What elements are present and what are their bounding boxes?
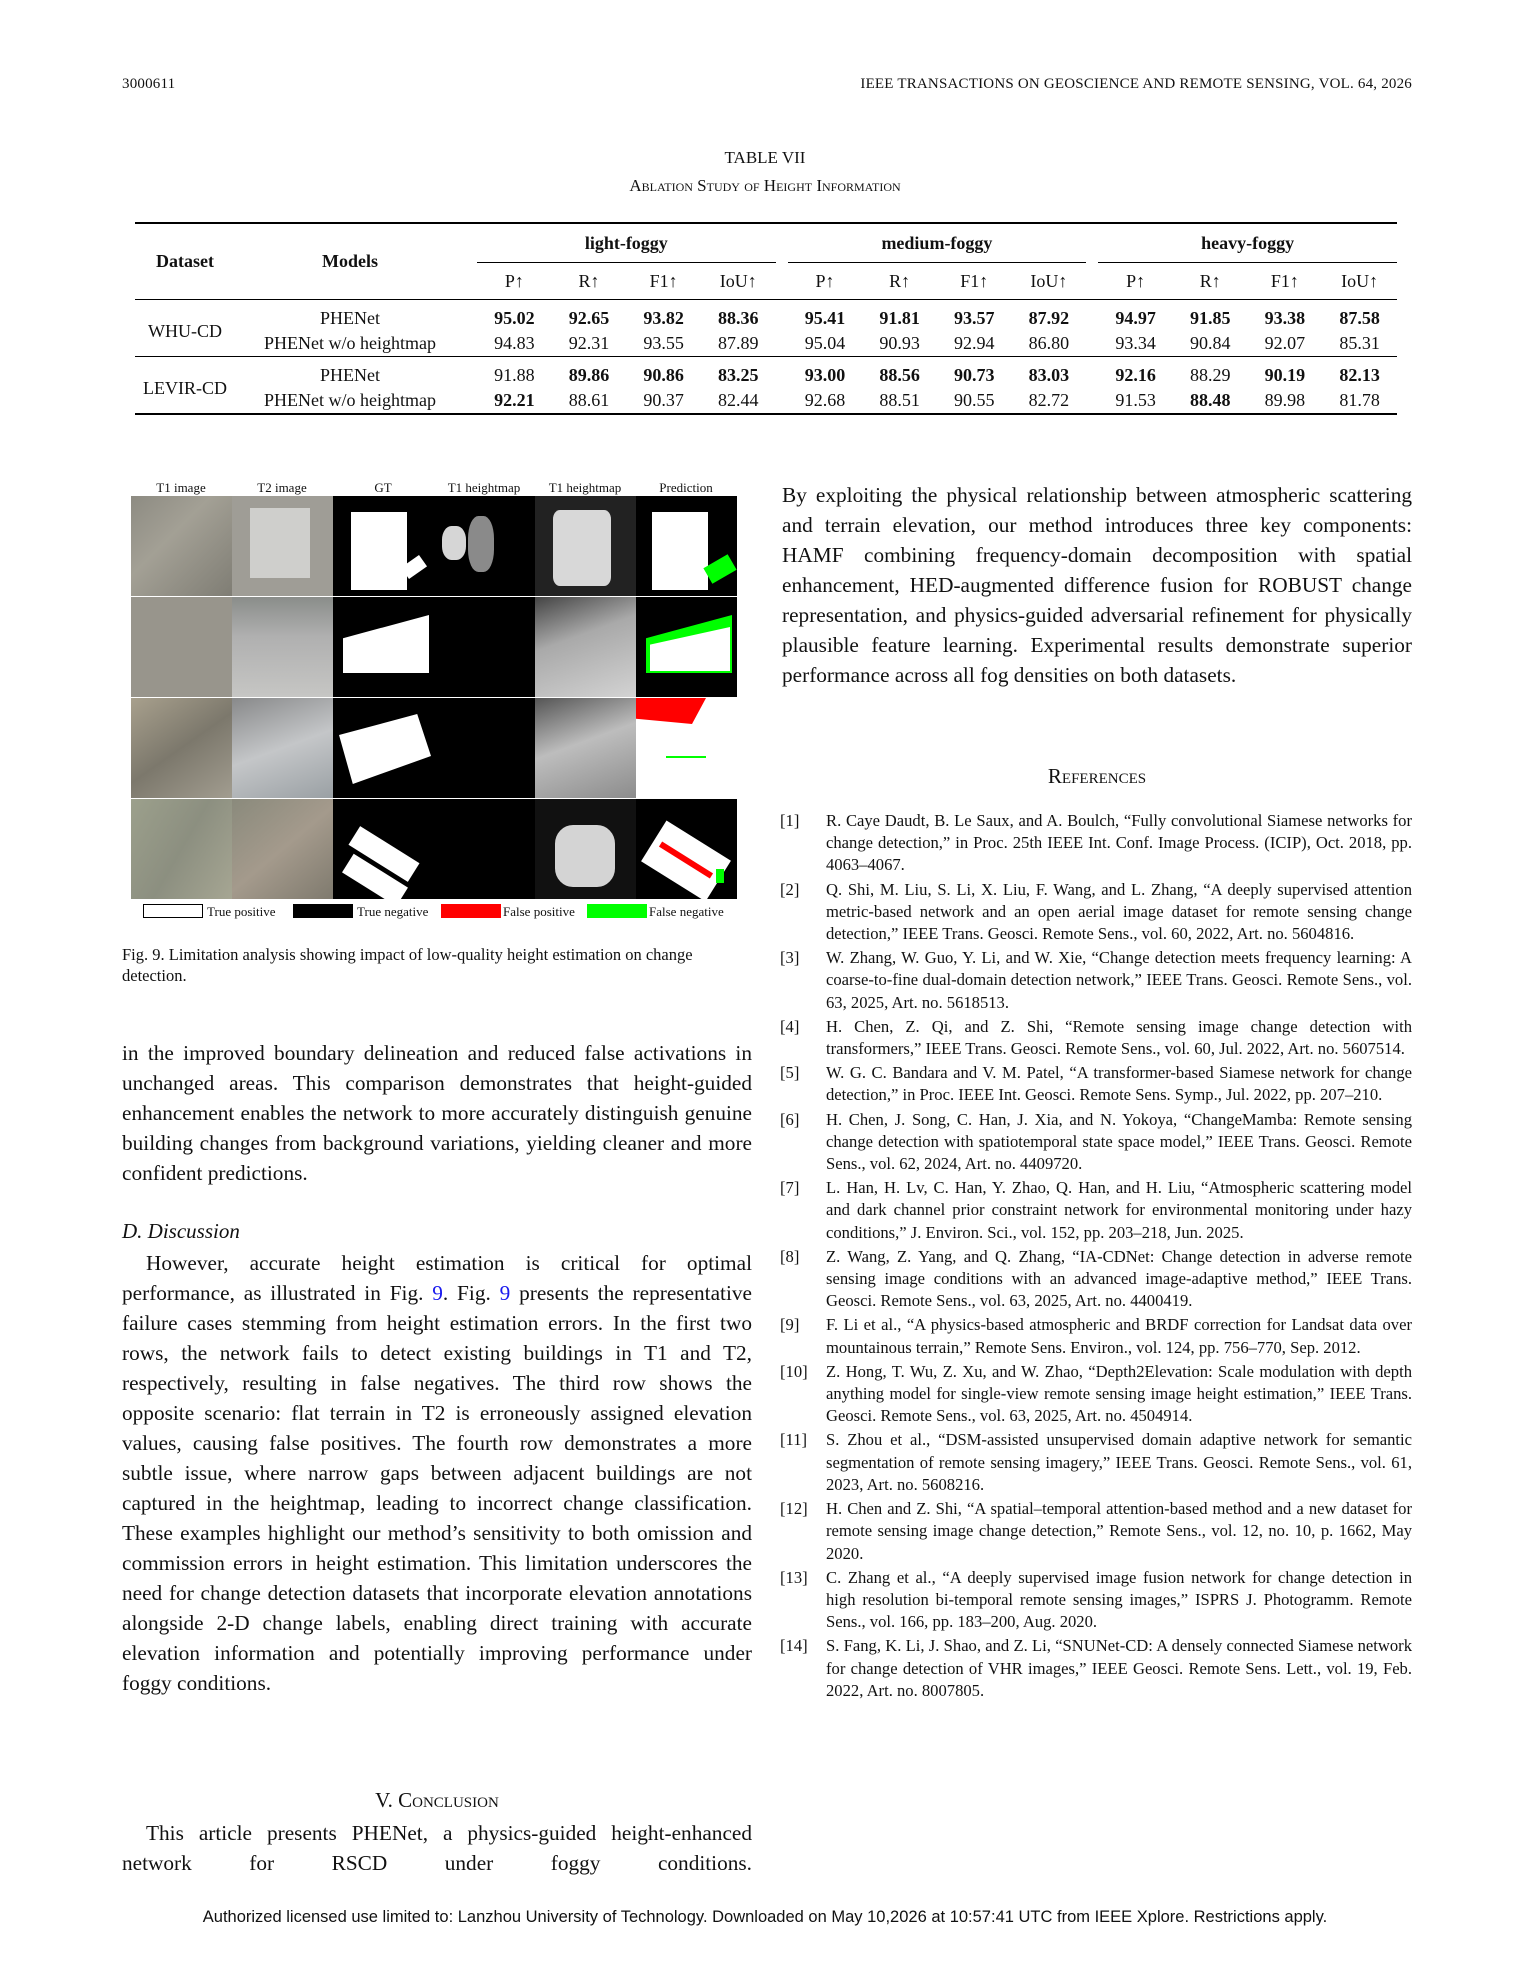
reference-number: [2] <box>780 879 800 899</box>
metric-value-cell: 85.31 <box>1339 333 1380 353</box>
metric-value-cell: 82.72 <box>1012 388 1087 414</box>
dataset-cell: WHU-CD <box>135 300 235 357</box>
figure-column-label: Prediction <box>659 480 713 495</box>
discussion-body <box>122 1248 752 1698</box>
reference-entry <box>780 810 1412 877</box>
metric-value-cell: 93.34 <box>1115 333 1156 353</box>
metric-value-cell: 88.56 <box>862 357 937 389</box>
heightmap-tile <box>535 597 636 697</box>
metric-value-cell: 92.68 <box>788 388 863 414</box>
gt-tile <box>333 597 434 697</box>
heightmap-tile <box>535 496 636 596</box>
reference-number: [6] <box>780 1109 800 1129</box>
reference-text: S. Fang, K. Li, J. Shao, and Z. Li, “SNUNet-CD: A densely connected Siamese network for change detection of VHR images,” IEEE Geosci. Remote Sens. Lett., vol. 19, Feb. 2022, Art. no. 8007805. <box>826 1636 1412 1700</box>
dataset-cell: LEVIR-CD <box>135 357 235 415</box>
ablation-table <box>135 222 1397 415</box>
t1-image-tile <box>131 799 232 899</box>
legend-swatch-false-positive <box>441 904 501 918</box>
metric-value-cell: 91.85 <box>1173 300 1248 332</box>
figure-9 <box>131 480 747 920</box>
metric-value-cell: 82.44 <box>701 388 776 414</box>
t1-image-tile <box>131 496 232 596</box>
reference-number: [8] <box>780 1246 800 1266</box>
right-column <box>782 480 1412 690</box>
metric-value-cell: 89.86 <box>552 357 627 389</box>
reference-text: C. Zhang et al., “A deeply supervised image fusion network for change detection in high resolution bi-temporal remote sensing images,” ISPRS J. Photogramm. Remote Sens., vol. 166, pp. 183–200, Aug. 2020. <box>826 1567 1412 1632</box>
body-paragraph: This article presents PHENet, a physics-guided height-enhanced network for RSCD under foggy conditions. <box>122 1821 752 1875</box>
body-text: . Fig. <box>442 1281 500 1305</box>
reference-entry <box>780 1429 1412 1496</box>
reference-entry <box>780 1109 1412 1176</box>
metric-header: IoU↑ <box>719 270 757 291</box>
reference-text: H. Chen, Z. Qi, and Z. Shi, “Remote sensing image change detection with transformers,” IEEE Trans. Geosci. Remote Sens., vol. 60, Jul. 2022, Art. no. 5607514. <box>826 1016 1412 1059</box>
metric-header: F1↑ <box>1270 270 1299 291</box>
table-title: Ablation Study of Height Information <box>629 176 901 195</box>
metric-value-cell: 95.02 <box>477 300 552 332</box>
reference-number: [14] <box>780 1636 808 1656</box>
metric-value-cell: 87.58 <box>1322 300 1397 332</box>
t2-image-tile <box>232 799 333 899</box>
legend-label: False positive <box>503 904 575 919</box>
metric-value-cell: 88.61 <box>552 388 627 414</box>
metric-value-cell: 93.55 <box>643 333 684 353</box>
reference-text: H. Chen and Z. Shi, “A spatial–temporal attention-based method and a new dataset for remote sensing image change detection,” Remote Sens., vol. 12, no. 10, p. 1662, May 2020. <box>826 1499 1412 1563</box>
reference-number: [12] <box>780 1499 808 1519</box>
gt-tile <box>333 799 434 899</box>
reference-entry <box>780 1567 1412 1634</box>
heightmap-tile <box>434 799 535 899</box>
gt-tile <box>333 496 434 596</box>
reference-text: W. G. C. Bandara and V. M. Patel, “A transformer-based Siamese network for change detection,” in Proc. IEEE Int. Geosci. Remote Sens. Symp., Jul. 2022, pp. 207–210. <box>826 1063 1412 1105</box>
reference-entry <box>780 1016 1412 1060</box>
reference-entry <box>780 947 1412 1014</box>
reference-number: [13] <box>780 1567 808 1587</box>
heightmap-tile <box>535 698 636 798</box>
reference-text: R. Caye Daudt, B. Le Saux, and A. Boulch, “Fully convolutional Siamese networks for change detection,” in Proc. 25th IEEE Int. Conf. Image Process. (ICIP), Oct. 2018, pp. 4063–4067. <box>826 811 1412 875</box>
metric-header: F1↑ <box>960 270 989 291</box>
metric-value-cell: 94.83 <box>494 333 535 353</box>
col-models: Models <box>235 223 465 300</box>
license-footer: Authorized licensed use limited to: Lanzhou University of Technology. Downloaded on May 10,2026 at 10:57:41 UTC from IEEE Xplore. Restrictions apply. <box>202 1908 1328 1926</box>
metric-value-cell: 94.97 <box>1098 300 1173 332</box>
reference-text: L. Han, H. Lv, C. Han, Y. Zhao, Q. Han, and H. Liu, “Atmospheric scattering model and dark channel prior constraint network for environmental monitoring under hazy conditions,” J. Environ. Sci., vol. 152, pp. 203–218, Jun. 2025. <box>826 1178 1412 1242</box>
metric-value-cell: 93.00 <box>788 357 863 389</box>
legend-label: False negative <box>649 904 724 919</box>
metric-value-cell: 91.81 <box>862 300 937 332</box>
group-header: medium-foggy <box>788 223 1087 263</box>
discussion-heading: D. Discussion <box>122 1219 240 1243</box>
metric-value-cell: 95.04 <box>804 333 846 353</box>
metric-value-cell: 90.86 <box>626 357 701 389</box>
metric-value-cell: 92.16 <box>1098 357 1173 389</box>
prediction-tile <box>636 496 737 596</box>
reference-text: Z. Wang, Z. Yang, and Q. Zhang, “IA-CDNet: Change detection in adverse remote sensing image conditions with an advanced image-adaptive method,” IEEE Trans. Geosci. Remote Sens., vol. 63, 2025, Art. no. 4400419. <box>826 1246 1412 1311</box>
metric-value-cell: 91.88 <box>477 357 552 389</box>
metric-value-cell: 90.93 <box>879 333 920 353</box>
heightmap-tile <box>434 496 535 596</box>
t2-image-tile <box>232 496 333 596</box>
reference-number: [7] <box>780 1178 800 1198</box>
figure-column-label: T1 image <box>156 480 206 495</box>
legend-label: True positive <box>207 904 276 919</box>
references-heading: References <box>1047 764 1147 788</box>
reference-entry <box>780 1498 1412 1565</box>
conclusion-body <box>122 1818 752 1878</box>
reference-number: [9] <box>780 1315 800 1335</box>
figure-link[interactable]: 9 <box>499 1281 511 1305</box>
metric-value-cell: 92.31 <box>568 333 610 353</box>
model-cell: PHENet <box>235 357 465 389</box>
reference-text: S. Zhou et al., “DSM-assisted unsupervised domain adaptive network for semantic segmentation of remote sensing imagery,” IEEE Trans. Geosci. Remote Sens., vol. 61, 2023, Art. no. 5608216. <box>826 1430 1412 1494</box>
heightmap-tile <box>535 799 636 899</box>
metric-value-cell: 90.84 <box>1189 333 1231 353</box>
conclusion-heading: V. Conclusion <box>375 1788 499 1812</box>
reference-text: F. Li et al., “A physics-based atmospheric and BRDF correction for Landsat data over mountainous terrain,” Remote Sens. Environ., vol. 124, pp. 756–770, Sep. 2012. <box>826 1315 1412 1357</box>
body-text: However, accurate height estimation is critical for optimal performance, as illustrated in Fig. <box>122 1251 752 1305</box>
prediction-tile <box>636 698 737 798</box>
metric-value-cell: 92.21 <box>477 388 552 414</box>
reference-entry <box>780 1246 1412 1313</box>
t2-image-tile <box>232 597 333 697</box>
reference-text: Q. Shi, M. Liu, S. Li, X. Liu, F. Wang, and L. Zhang, “A deeply supervised attention metric-based network and an open aerial image dataset for remote sensing change detection,” IEEE Trans. Geosci. Remote Sens., vol. 60, 2022, Art. no. 5604816. <box>826 879 1412 944</box>
metric-header: R↑ <box>1199 270 1221 291</box>
journal-header: IEEE TRANSACTIONS ON GEOSCIENCE AND REMOTE SENSING, VOL. 64, 2026 <box>860 76 1412 92</box>
reference-entry <box>780 1314 1412 1358</box>
figure-column-label: T2 image <box>257 480 307 495</box>
reference-number: [5] <box>780 1063 800 1083</box>
legend-swatch-true-negative <box>293 904 353 918</box>
metric-value-cell: 81.78 <box>1322 388 1397 414</box>
metric-value-cell: 93.57 <box>937 300 1012 332</box>
metric-value-cell: 90.37 <box>626 388 701 414</box>
metric-value-cell: 87.89 <box>718 333 759 353</box>
metric-value-cell: 83.25 <box>701 357 776 389</box>
prediction-tile <box>636 799 737 899</box>
model-cell: PHENet w/o heightmap <box>264 333 436 353</box>
metric-value-cell: 93.38 <box>1248 300 1323 332</box>
metric-header: IoU↑ <box>1030 270 1068 291</box>
metric-header: R↑ <box>578 270 600 291</box>
group-header: heavy-foggy <box>1098 223 1397 263</box>
reference-text: W. Zhang, W. Guo, Y. Li, and W. Xie, “Change detection meets frequency learning: A coarse-to-fine dual-domain detection network,” IEEE Trans. Geosci. Remote Sens., vol. 63, 2025, Art. no. 5618513. <box>826 948 1412 1012</box>
metric-value-cell: 91.53 <box>1098 388 1173 414</box>
reference-entry <box>780 879 1412 946</box>
group-header: light-foggy <box>477 223 776 263</box>
reference-number: [10] <box>780 1361 808 1381</box>
metric-value-cell: 88.51 <box>862 388 937 414</box>
figure-link[interactable]: 9 <box>432 1281 443 1305</box>
heightmap-tile <box>434 597 535 697</box>
metric-value-cell: 92.94 <box>954 333 995 353</box>
reference-entry <box>780 1635 1412 1702</box>
model-cell: PHENet <box>235 300 465 332</box>
legend-label: True negative <box>357 904 429 919</box>
heightmap-tile <box>434 698 535 798</box>
t2-image-tile <box>232 698 333 798</box>
metric-header: IoU↑ <box>1341 270 1379 291</box>
reference-text: Z. Hong, T. Wu, Z. Xu, and W. Zhao, “Depth2Elevation: Scale modulation with depth anything model for single-view remote sensing image height estimation,” IEEE Trans. Geosci. Remote Sens., vol. 63, 2025, Art. no. 4504914. <box>826 1361 1412 1426</box>
body-paragraph: in the improved boundary delineation and reduced false activations in unchanged areas. This comparison demonstrates that height-guided enhancement enables the network to more accurately distinguish genuine building changes from background variations, yielding cleaner and more confident predictions. <box>122 1041 752 1185</box>
metric-value-cell: 90.73 <box>937 357 1012 389</box>
reference-number: [3] <box>780 948 800 968</box>
figure-caption: Fig. 9. Limitation analysis showing impact of low-quality height estimation on change detection. <box>122 945 693 985</box>
metric-value-cell: 90.55 <box>937 388 1012 414</box>
metric-value-cell: 92.65 <box>552 300 627 332</box>
figure-column-label: T1 heightmap <box>447 480 521 495</box>
reference-number: [4] <box>780 1016 800 1036</box>
t1-image-tile <box>131 698 232 798</box>
metric-value-cell: 93.82 <box>626 300 701 332</box>
figure-column-label: T1 heightmap <box>548 480 622 495</box>
left-column <box>122 1038 752 1188</box>
metric-value-cell: 95.41 <box>788 300 863 332</box>
reference-entry <box>780 1062 1412 1106</box>
col-dataset: Dataset <box>135 223 235 300</box>
metric-value-cell: 89.98 <box>1248 388 1323 414</box>
metric-value-cell: 90.19 <box>1248 357 1323 389</box>
metric-value-cell: 92.07 <box>1264 333 1306 353</box>
body-paragraph: By exploiting the physical relationship between atmospheric scattering and terrain elevation, our method introduces three key components: HAMF combining frequency-domain decomposition with spatial enhancement, HED-augmented difference fusion for ROBUST change representation, and physics-guided adversarial refinement for physically plausible feature learning. Experimental results demonstrate superior performance across all fog densities on both datasets. <box>782 483 1412 687</box>
metric-header: P↑ <box>504 270 524 291</box>
prediction-tile <box>636 597 737 697</box>
metric-value-cell: 87.92 <box>1012 300 1087 332</box>
metric-value-cell: 88.29 <box>1173 357 1248 389</box>
metric-header: P↑ <box>815 270 835 291</box>
gt-tile <box>333 698 434 798</box>
metric-value-cell: 82.13 <box>1322 357 1397 389</box>
metric-value-cell: 88.36 <box>701 300 776 332</box>
body-text: presents the representative failure cases stemming from height estimation errors. In the first two rows, the network fails to detect existing buildings in T1 and T2, respectively, resulting in false negatives. The third row shows the opposite scenario: flat terrain in T2 is erroneously assigned elevation values, causing false positives. The fourth row demonstrates a more subtle issue, where narrow gaps between adjacent buildings are not captured in the heightmap, leading to incorrect change classification. These examples highlight our method’s sensitivity to both omission and commission errors in height estimation. This limitation underscores the need for change detection datasets that incorporate elevation annotations alongside 2-D change labels, enabling direct training with accurate elevation information and potentially improving performance under foggy conditions. <box>122 1281 752 1695</box>
page-number: 3000611 <box>122 76 176 92</box>
model-cell: PHENet w/o heightmap <box>235 388 465 414</box>
metric-header: R↑ <box>889 270 911 291</box>
references-list <box>780 810 1412 1704</box>
figure-column-label: GT <box>374 480 392 495</box>
metric-value-cell: 83.03 <box>1012 357 1087 389</box>
metric-value-cell: 86.80 <box>1028 333 1070 353</box>
metric-value-cell: 88.48 <box>1173 388 1248 414</box>
table-label: TABLE VII <box>724 148 806 167</box>
reference-text: H. Chen, J. Song, C. Han, J. Xia, and N. Yokoya, “ChangeMamba: Remote sensing change detection with spatiotemporal state space model,” IEEE Trans. Geosci. Remote Sens., vol. 62, 2024, Art. no. 4409720. <box>826 1109 1412 1174</box>
reference-entry <box>780 1361 1412 1428</box>
reference-number: [1] <box>780 811 800 830</box>
t1-image-tile <box>131 597 232 697</box>
metric-header: P↑ <box>1126 270 1146 291</box>
legend-swatch-false-negative <box>587 904 647 918</box>
legend-swatch-true-positive <box>143 904 203 918</box>
metric-header: F1↑ <box>649 270 678 291</box>
reference-entry <box>780 1177 1412 1244</box>
reference-number: [11] <box>780 1430 808 1450</box>
